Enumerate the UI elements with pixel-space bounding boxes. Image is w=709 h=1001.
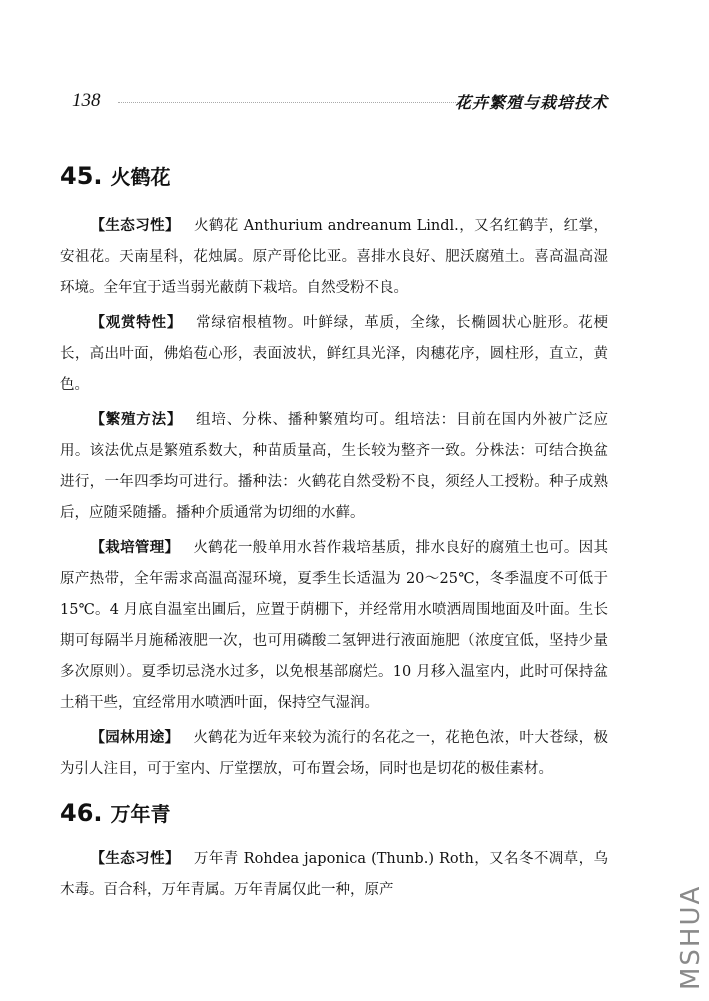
paragraph-text: 组培、分株、播种繁殖均可。组培法：目前在国内外被广泛应用。该法优点是繁殖系数大，种苗质量高，生长较为整齐一致。分株法：可结合换盆进行，一年四季均可进行。播种法：火鹤花自然受粉不良，须经人工授粉。种子成熟后，应随采随播。播种介质通常为切细的水藓。 <box>60 412 609 521</box>
paragraph-tag: 【观赏特性】 <box>90 315 183 331</box>
section-rohdea <box>60 797 608 906</box>
section-anthurium <box>60 160 608 785</box>
section-number: 46. <box>60 799 103 827</box>
paragraph-ornamental <box>60 308 608 401</box>
section-title: 火鹤花 <box>110 165 171 189</box>
section-heading <box>60 797 608 830</box>
paragraph-text: 常绿宿根植物。叶鲜绿，革质，全缘，长椭圆状心脏形。花梗长，高出叶面，佛焰苞心形，表面波状，鲜红具光泽，肉穗花序，圆柱形，直立，黄色。 <box>60 315 609 393</box>
paragraph-tag: 【生态习性】 <box>90 218 180 234</box>
section-number: 45. <box>60 162 103 190</box>
section-title: 万年青 <box>110 802 171 826</box>
section-heading <box>60 160 608 193</box>
page-body <box>60 148 608 910</box>
paragraph-text: 火鹤花一般单用水苔作栽培基质，排水良好的腐殖土也可。因其原产热带，全年需求高温高湿环境，夏季生长适温为 20～25℃，冬季温度不可低于 15℃。4 月底自温室出圃后，应置于荫棚下，并经常用水喷洒周围地面及叶面。生长期可每隔半月施稀液肥一次，也可用磷酸二氢钾进行液面施肥（浓度宜低，坚持少量多次原则）。夏季切忌浇水过多，以免根基部腐烂。10 月移入温室内，此时可保持盆土稍干些，宜经常用水喷洒叶面，保持空气湿润。 <box>60 540 608 711</box>
paragraph-cultivation <box>60 533 608 719</box>
running-title: 花卉繁殖与栽培技术 <box>454 93 608 112</box>
page-header <box>72 90 608 116</box>
page-number: 138 <box>72 90 101 111</box>
paragraph-tag: 【园林用途】 <box>90 730 180 746</box>
header-dotted-leader <box>118 102 478 104</box>
paragraph-landscape-use <box>60 723 608 785</box>
paragraph-propagation <box>60 405 608 529</box>
watermark: MSHUA <box>676 884 706 990</box>
paragraph-ecology <box>60 211 608 304</box>
paragraph-text: 万年青 Rohdea japonica (Thunb.) Roth，又名冬不凋草，乌木毒。百合科，万年青属。万年青属仅此一种，原产 <box>60 851 609 898</box>
paragraph-tag: 【生态习性】 <box>90 851 180 867</box>
paragraph-ecology <box>60 844 608 906</box>
paragraph-tag: 【栽培管理】 <box>90 540 180 556</box>
paragraph-tag: 【繁殖方法】 <box>90 412 183 428</box>
paragraph-text: 火鹤花 Anthurium andreanum Lindl.，又名红鹤芋，红掌，安祖花。天南星科，花烛属。原产哥伦比亚。喜排水良好、肥沃腐殖土。喜高温高湿环境。全年宜于适当弱光蔽荫下栽培。自然受粉不良。 <box>60 218 608 296</box>
paragraph-text: 火鹤花为近年来较为流行的名花之一，花艳色浓，叶大苍绿，极为引人注目，可于室内、厅堂摆放，可布置会场，同时也是切花的极佳素材。 <box>60 730 608 777</box>
